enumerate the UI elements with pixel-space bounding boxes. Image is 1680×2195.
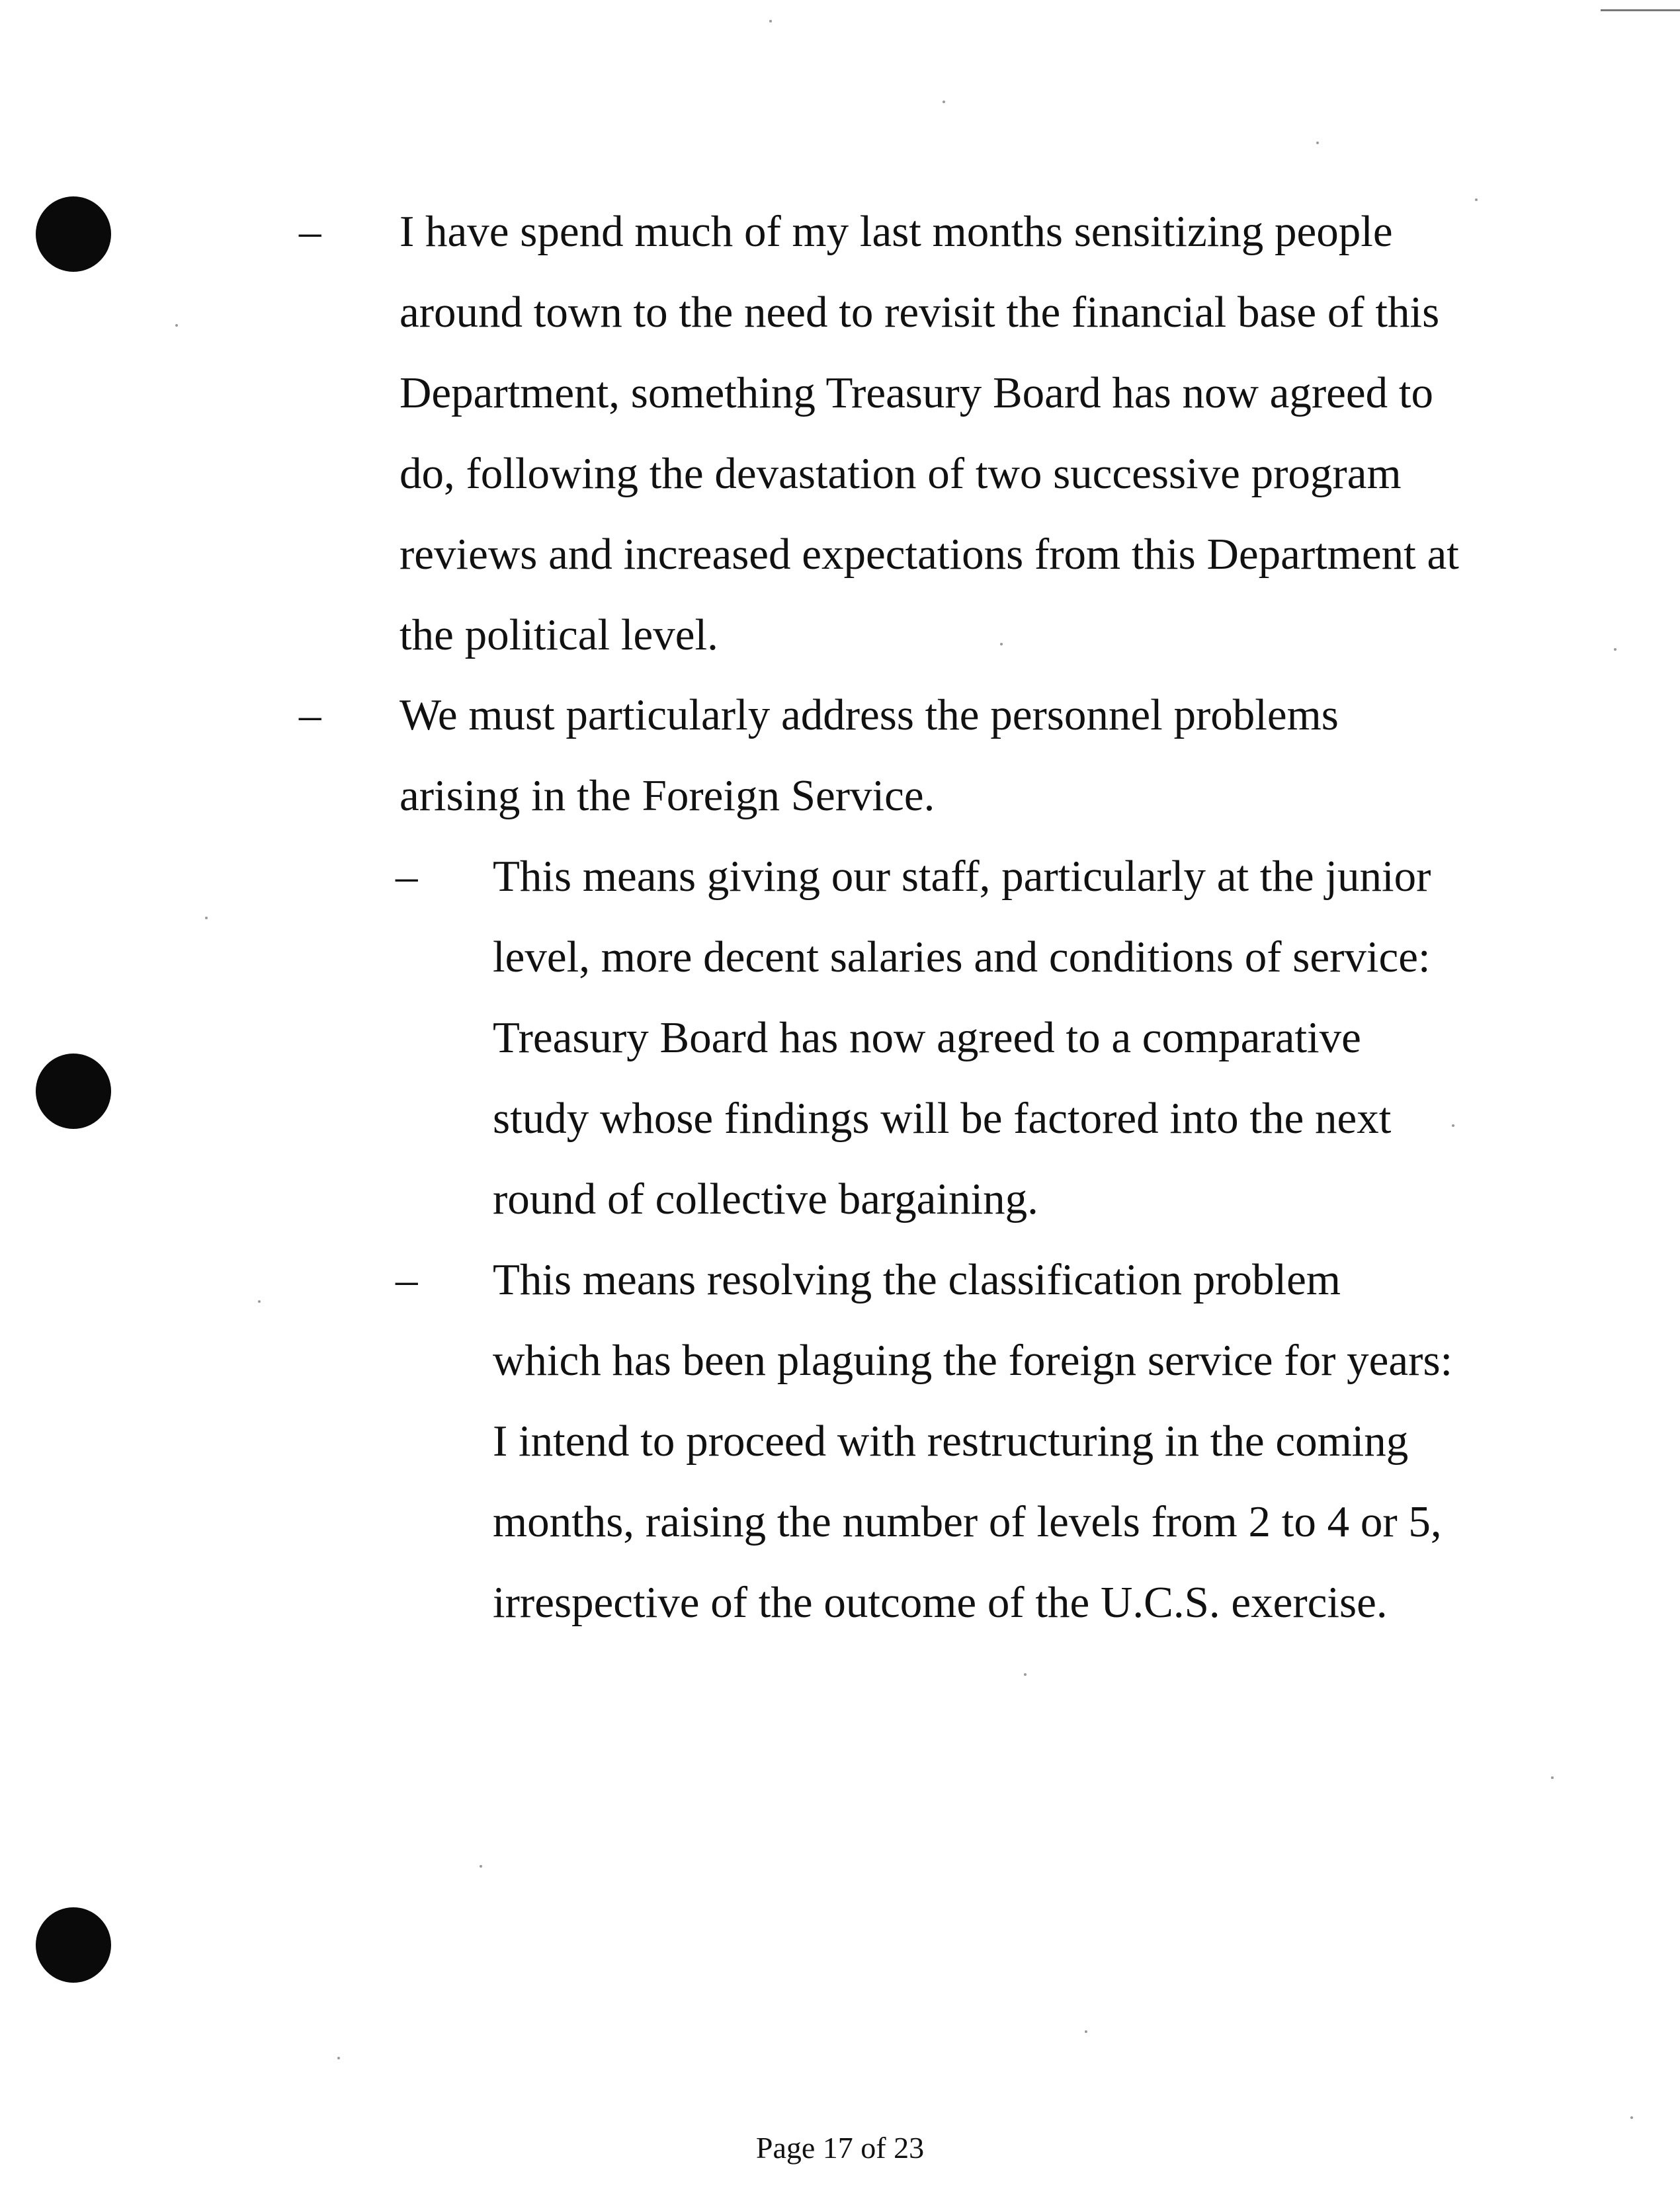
text-line: do, following the devastation of two successive program (399, 449, 1402, 498)
scan-speck (1551, 1776, 1554, 1779)
text-line: This means giving our staff, particularly at the junior (493, 852, 1431, 901)
scan-speck (1614, 648, 1617, 651)
scan-speck (943, 101, 945, 103)
scan-speck (1316, 142, 1319, 144)
text-line: I intend to proceed with restructuring in the coming (493, 1417, 1409, 1466)
scan-speck (1452, 1124, 1454, 1127)
bullet-dash: – (299, 207, 321, 256)
page-number: Page 17 of 23 (755, 2131, 925, 2165)
bullet-dash: – (299, 690, 321, 739)
text-line: reviews and increased expectations from this Department at (399, 530, 1459, 579)
text-line: around town to the need to revisit the financial base of this (399, 288, 1440, 337)
scan-speck (337, 2057, 340, 2059)
sub-bullet-dash: – (396, 852, 418, 901)
scan-speck (1630, 2116, 1633, 2119)
text-line: which has been plaguing the foreign service for years: (493, 1336, 1453, 1385)
text-line: Treasury Board has now agreed to a comparative (493, 1013, 1361, 1062)
text-line: level, more decent salaries and conditions of service: (493, 932, 1431, 981)
text-line: I have spend much of my last months sensitizing people (399, 207, 1393, 256)
scan-speck (1000, 643, 1003, 645)
scan-speck (175, 324, 178, 327)
punch-hole-middle (36, 1054, 111, 1129)
scan-speck (258, 1300, 261, 1303)
sub-bullet-item (493, 1239, 1452, 1643)
text-line: This means resolving the classification problem (493, 1255, 1341, 1304)
text-line: the political level. (399, 610, 718, 659)
text-line: round of collective bargaining. (493, 1175, 1038, 1223)
text-line: study whose findings will be factored into the next (493, 1094, 1392, 1143)
scan-speck (1475, 198, 1478, 201)
scan-speck (1085, 2030, 1087, 2033)
text-line: Department, something Treasury Board has now agreed to (399, 368, 1434, 417)
text-line: arising in the Foreign Service. (399, 771, 935, 820)
punch-hole-top (36, 196, 111, 272)
scan-edge-rule (1601, 9, 1680, 11)
scan-speck (769, 20, 772, 22)
text-line: irrespective of the outcome of the U.C.S. exercise. (493, 1578, 1388, 1627)
sub-bullet-item (493, 836, 1431, 1239)
scan-speck (1024, 1673, 1027, 1676)
scan-speck (205, 917, 208, 919)
punch-hole-bottom (36, 1907, 111, 1983)
bullet-item (399, 191, 1459, 675)
text-line: We must particularly address the personnel problems (399, 690, 1339, 739)
bullet-item (399, 675, 1339, 836)
text-line: months, raising the number of levels from 2 to 4 or 5, (493, 1497, 1442, 1546)
sub-bullet-dash: – (396, 1255, 418, 1304)
scan-speck (480, 1865, 482, 1868)
